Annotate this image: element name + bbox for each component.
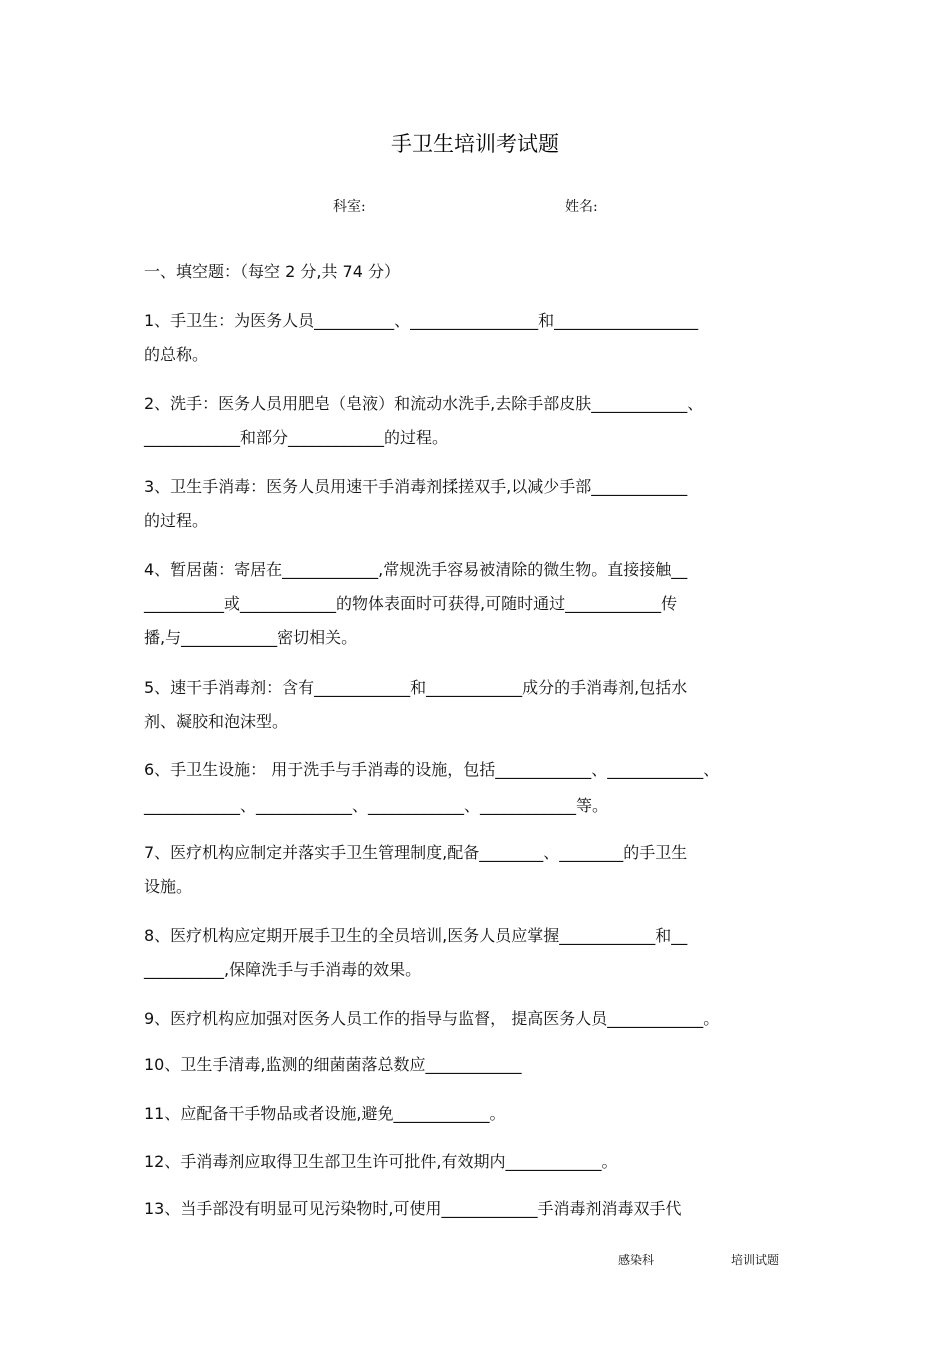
question-5-line-2: 剂、凝胶和泡沫型。 [144, 712, 289, 731]
department-label: 科室: [333, 199, 366, 215]
question-8-line-2: __________,保障洗手与手消毒的效果。 [144, 960, 422, 979]
question-5-line-1: 5、速干手消毒剂：含有____________和____________成分的手消毒剂,包括水 [144, 678, 688, 697]
section-title: 一、填空题：（每空 2 分,共 74 分） [144, 262, 400, 281]
question-4-line-1: 4、暂居菌：寄居在____________,常规洗手容易被清除的微生物。直接接触__ [144, 560, 688, 579]
question-3-line-1: 3、卫生手消毒：医务人员用速干手消毒剂揉搓双手,以减少手部____________ [144, 477, 688, 496]
page-title: 手卫生培训考试题 [391, 132, 559, 156]
question-13-line-1: 13、当手部没有明显可见污染物时,可使用____________手消毒剂消毒双手代 [144, 1199, 682, 1218]
question-11-line-1: 11、应配备干手物品或者设施,避免____________。 [144, 1104, 506, 1123]
question-4-line-3: 播,与____________密切相关。 [144, 628, 358, 647]
question-6-line-1: 6、手卫生设施： 用于洗手与手消毒的设施，包括____________、____________、 [144, 760, 720, 779]
question-2-line-2: ____________和部分____________的过程。 [144, 428, 449, 447]
question-3-line-2: 的过程。 [144, 511, 209, 530]
question-4-line-2: __________或____________的物体表面时可获得,可随时通过____________传 [144, 594, 678, 613]
footer-doc-type: 培训试题 [731, 1253, 780, 1267]
question-1-line-1: 1、手卫生：为医务人员__________、________________和__________________ [144, 311, 699, 330]
question-7-line-1: 7、医疗机构应制定并落实手卫生管理制度,配备________、________的手卫生 [144, 843, 688, 862]
question-6-line-2: ____________、____________、____________、____________等。 [144, 796, 609, 815]
name-label: 姓名: [565, 199, 598, 215]
question-12-line-1: 12、手消毒剂应取得卫生部卫生许可批件,有效期内____________。 [144, 1152, 618, 1171]
question-2-line-1: 2、洗手：医务人员用肥皂（皂液）和流动水洗手,去除手部皮肤____________、 [144, 394, 704, 413]
footer-department: 感染科 [618, 1253, 655, 1267]
question-7-line-2: 设施。 [144, 877, 193, 896]
question-10-line-1: 10、卫生手清毒,监测的细菌菌落总数应____________ [144, 1055, 522, 1074]
question-1-line-2: 的总称。 [144, 345, 209, 364]
question-9-line-1: 9、医疗机构应加强对医务人员工作的指导与监督， 提高医务人员____________。 [144, 1009, 720, 1028]
question-8-line-1: 8、医疗机构应定期开展手卫生的全员培训,医务人员应掌握____________和__ [144, 926, 688, 945]
